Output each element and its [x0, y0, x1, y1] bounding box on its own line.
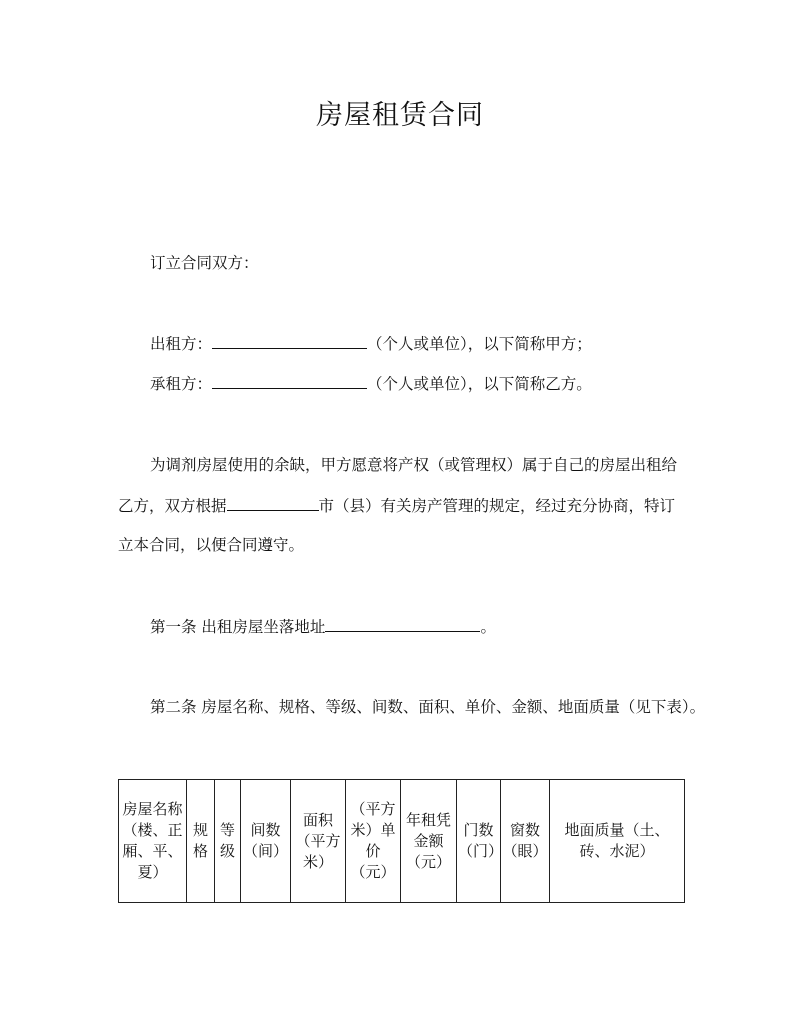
preamble-line-3: 立本合同，以便合同遵守。 [118, 536, 305, 554]
address-blank [325, 616, 480, 632]
preamble-line-2-after: 市（县）有关房产管理的规定，经过充分协商，特订 [318, 497, 676, 515]
lessor-line [150, 333, 592, 354]
header-cell-floor-quality: 地面质量（土、砖、水泥） [550, 780, 685, 903]
table-header-row [119, 780, 685, 903]
preamble-line-1: 为调剂房屋使用的余缺，甲方愿意将产权（或管理权）属于自己的房屋出租给 [150, 456, 678, 474]
parties-intro: 订立合同双方： [150, 254, 259, 272]
header-cell-annual-rent: 年租凭金额（元） [401, 780, 457, 903]
header-cell-rooms: 间数（间） [241, 780, 291, 903]
lessee-name-blank [212, 373, 367, 389]
preamble-line-2 [118, 495, 675, 516]
header-cell-doors: 门数（门） [457, 780, 501, 903]
lessee-suffix: （个人或单位），以下简称乙方。 [367, 375, 592, 393]
lessor-label: 出租方： [150, 335, 213, 353]
lessee-line [150, 373, 592, 394]
header-cell-spec: 规格 [187, 780, 215, 903]
preamble-line-2-before: 乙方，双方根据 [118, 497, 227, 515]
header-cell-area: 面积（平方米） [291, 780, 346, 903]
article-1 [150, 616, 496, 637]
lessor-name-blank [212, 333, 367, 349]
header-cell-windows: 窗数（眼） [501, 780, 550, 903]
article-2: 第二条 房屋名称、规格、等级、间数、面积、单价、金额、地面质量（见下表）。 [150, 698, 706, 716]
article-1-end: 。 [480, 618, 496, 636]
header-cell-unit-price: （平方米）单价（元） [346, 780, 401, 903]
lessee-label: 承租方： [150, 375, 213, 393]
city-blank [227, 495, 319, 511]
header-cell-grade: 等级 [215, 780, 241, 903]
lessor-suffix: （个人或单位），以下简称甲方； [367, 335, 592, 353]
property-table [118, 779, 685, 903]
header-cell-name: 房屋名称（楼、正厢、平、夏） [119, 780, 187, 903]
article-1-text: 第一条 出租房屋坐落地址 [150, 618, 326, 636]
document-title: 房屋租赁合同 [316, 100, 484, 131]
